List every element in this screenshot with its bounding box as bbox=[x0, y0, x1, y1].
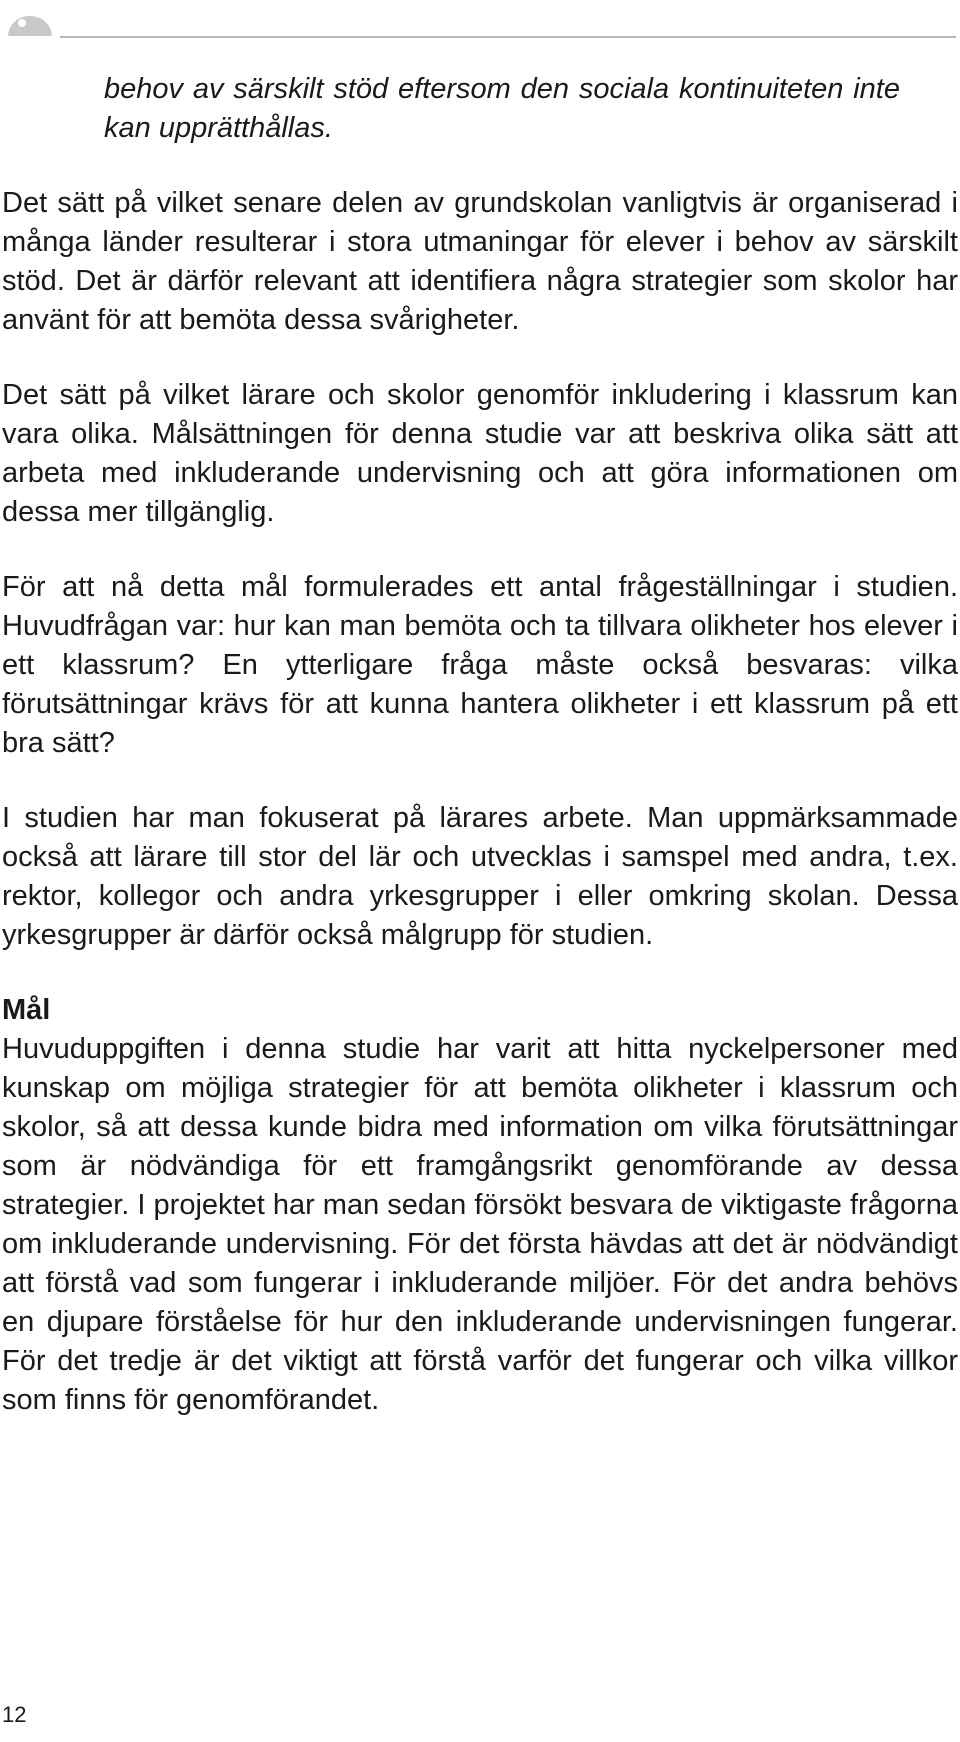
paragraph: I studien har man fokuserat på lärares arbete. Man uppmärksammade också att lärare till stor del lär och utvecklas i samspel med andra, t.ex. rektor, kollegor och andra yrkesgrupper i eller omkring skolan. Dessa yrkesgrupper är därför också målgrupp för studien. bbox=[2, 802, 958, 951]
document-body bbox=[2, 70, 958, 1456]
page-number: 12 bbox=[2, 1702, 27, 1727]
paragraph: Det sätt på vilket lärare och skolor genomför inkludering i klassrum kan vara olika. Målsättningen för denna studie var att beskriva olika sätt att arbeta med inkluderande undervisning och att göra informationen om dessa mer tillgänglig. bbox=[2, 379, 958, 528]
section-paragraph: Huvuduppgiften i denna studie har varit att hitta nyckelpersoner med kunskap om möjliga strategier för att bemöta olikheter i klassrum och skolor, så att dessa kunde bidra med information om vilka förutsättningar som är nödvändiga för ett framgångsrikt genomförande av dessa strategier. I projektet har man sedan försökt besvara de viktigaste frågorna om inkluderande undervisning. För det första hävdas att det är nödvändigt att förstå vad som fungerar i inkluderande miljöer. För det andra behövs en djupare förståelse för hur den inkluderande undervisningen fungerar. För det tredje är det viktigt att förstå varför det fungerar och vilka villkor som finns för genomförandet. bbox=[2, 1033, 958, 1416]
paragraph: Det sätt på vilket senare delen av grundskolan vanligtvis är organiserad i många länder resulterar i stora utmaningar för elever i behov av särskilt stöd. Det är därför relevant att identifiera några strategier som skolor har använt för att bemöta dessa svårigheter. bbox=[2, 187, 958, 336]
section-heading: Mål bbox=[2, 994, 51, 1026]
paragraph: För att nå detta mål formulerades ett antal frågeställningar i studien. Huvudfrågan var: hur kan man bemöta och ta tillvara olikheter hos elever i ett klassrum? En ytterligare fråga måste också besvaras: vilka förutsättningar krävs för att kunna hantera olikheter i ett klassrum på ett bra sätt? bbox=[2, 571, 958, 759]
intro-text: behov av särskilt stöd eftersom den sociala kontinuiteten inte kan upprätthållas. bbox=[104, 73, 900, 144]
corner-tab-icon bbox=[6, 14, 54, 36]
header-rule bbox=[60, 36, 956, 38]
intro-quote bbox=[104, 70, 900, 148]
